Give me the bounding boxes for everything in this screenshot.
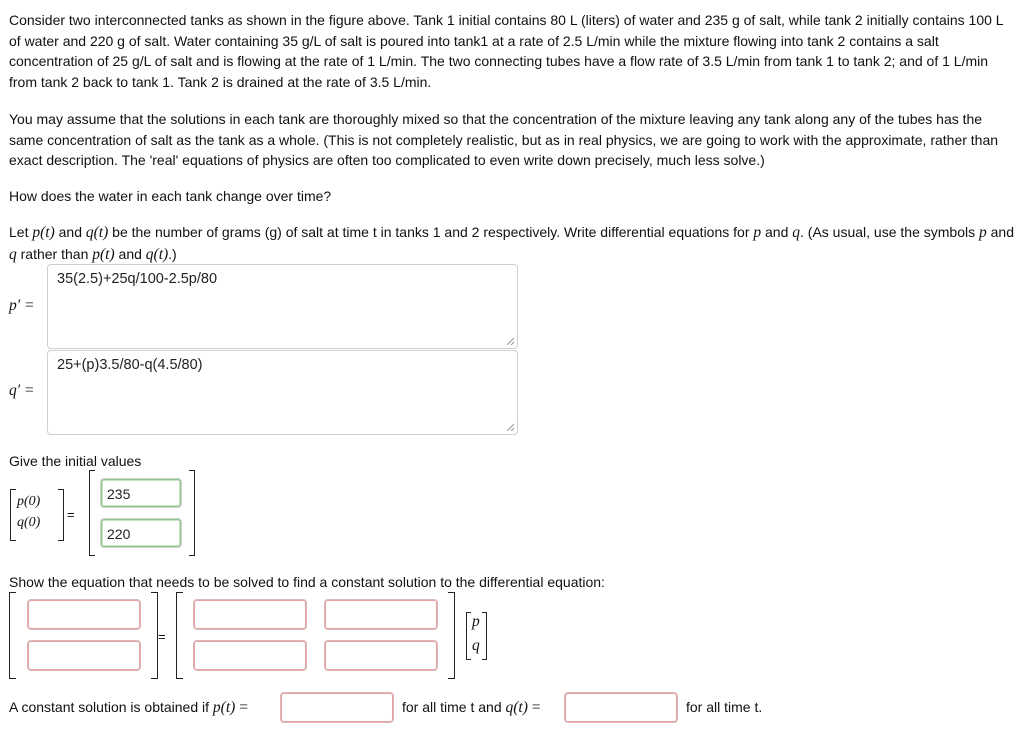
p0-label: p(0) (17, 494, 41, 509)
problem-paragraph-1: Consider two interconnected tanks as shown in the figure above. Tank 1 initial contains 80 L (liters) of water and 235 g of salt, while tank 2 initially contains 100 L of water and 220 g of salt. Water containing 35 g/L of salt is poured into tank1 at a rate of 2.5 L/min while the mixture flowing into tank 2 contains a salt concentration of 25 g/L of salt and is flowing at the rate of 1 L/min. The two connecting tubes have a flow rate of 3.5 L/min from tank 1 to tank 2; and of 1 L/min from tank 2 back to tank 1. Tank 2 is drained at the rate of 3.5 L/min. (9, 12, 1004, 90)
left-bracket (89, 470, 95, 556)
constant-solution-q-prompt: for all time t and q(t) = (402, 699, 541, 716)
q-prime-answer-text: 25+(p)3.5/80-q(4.5/80) (57, 357, 203, 373)
right-bracket (482, 612, 487, 660)
constant-q-input[interactable] (564, 692, 678, 723)
matrix-a11-input[interactable] (193, 599, 307, 630)
p-prime-label: p′ = (9, 297, 35, 314)
p0-input[interactable]: 235 (100, 478, 182, 508)
right-bracket (151, 592, 158, 679)
lhs-row1-input[interactable] (27, 599, 141, 630)
matrix-a12-input[interactable] (324, 599, 438, 630)
q0-input[interactable]: 220 (100, 518, 182, 548)
instructions-differential-equations: Let p(t) and q(t) be the number of grams (g) of salt at time t in tanks 1 and 2 respectively. Write differential equations for p and q. (As usual, use the symbols p and q rather than p(t) and q(t).) (9, 224, 1014, 263)
q-prime-answer-textarea[interactable] (47, 350, 518, 435)
p-prime-answer-textarea[interactable] (47, 264, 518, 349)
q-prime-label: q′ = (9, 382, 35, 399)
resize-handle-icon[interactable] (506, 423, 514, 431)
vector-q: q (472, 637, 480, 654)
left-bracket (466, 612, 471, 660)
right-bracket (448, 592, 455, 679)
question-water-change: How does the water in each tank change over time? (9, 188, 332, 204)
for-all-time-suffix: for all time t. (686, 699, 763, 715)
left-bracket (10, 489, 16, 541)
constant-solution-heading: Show the equation that needs to be solved to find a constant solution to the differential equation: (9, 574, 605, 590)
matrix-a21-input[interactable] (193, 640, 307, 671)
constant-p-input[interactable] (280, 692, 394, 723)
q0-label: q(0) (17, 515, 41, 530)
equals-sign: = (67, 507, 75, 522)
left-bracket (176, 592, 183, 679)
left-bracket (9, 592, 16, 679)
vector-p: p (472, 613, 480, 630)
equals-sign: = (158, 629, 166, 644)
initial-values-heading: Give the initial values (9, 453, 142, 469)
lhs-row2-input[interactable] (27, 640, 141, 671)
constant-solution-p-prompt: A constant solution is obtained if p(t) = (9, 699, 248, 716)
right-bracket (189, 470, 195, 556)
right-bracket (58, 489, 64, 541)
matrix-a22-input[interactable] (324, 640, 438, 671)
resize-handle-icon[interactable] (506, 337, 514, 345)
problem-paragraph-2: You may assume that the solutions in each tank are thoroughly mixed so that the concentration of the mixture leaving any tank along any of the tubes has the same concentration of salt as the tank as a whole. (This is not completely realistic, but as in real physics, we are going to work with the approximate, rather than exact description. The 'real' equations of physics are often too complicated to even write down precisely, much less solve.) (9, 111, 999, 168)
p-prime-answer-text: 35(2.5)+25q/100-2.5p/80 (57, 271, 218, 287)
